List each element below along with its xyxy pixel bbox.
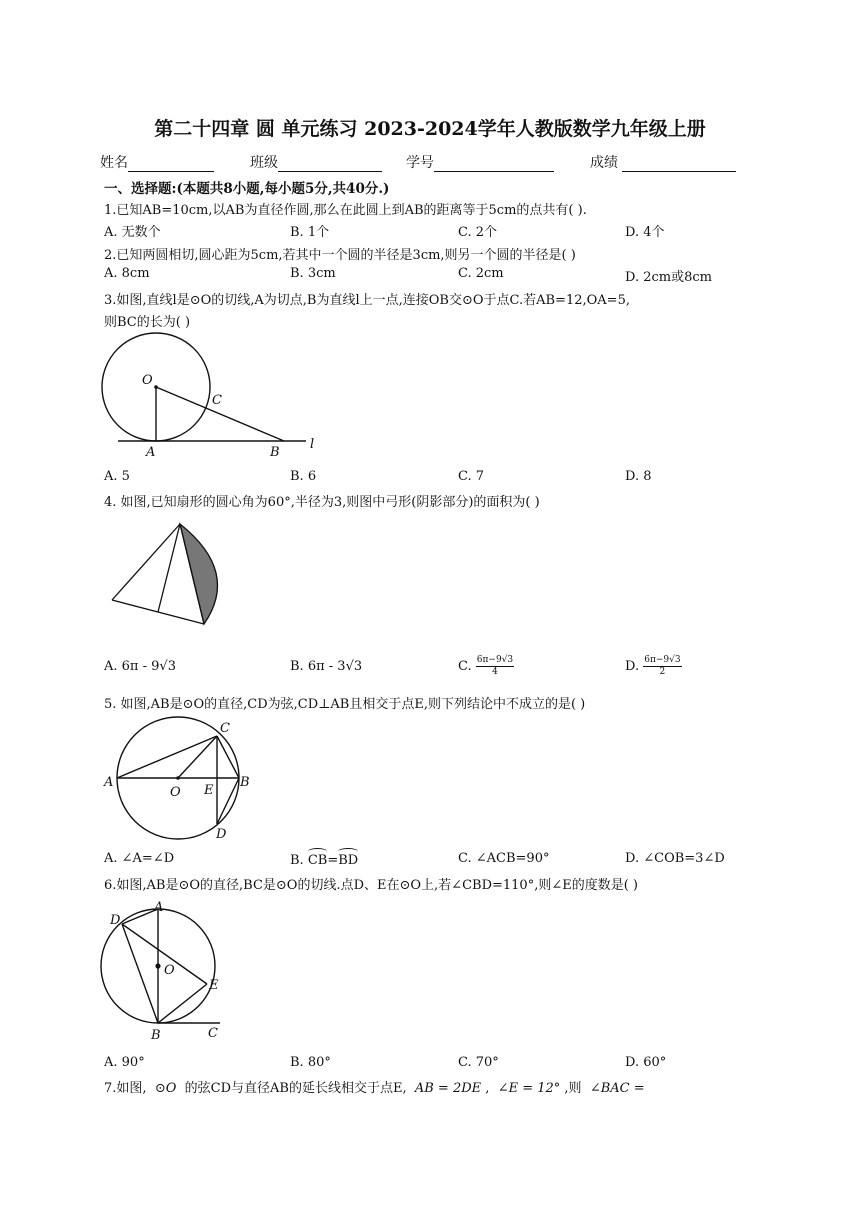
page-title: 第二十四章 圆 单元练习 2023-2024学年人教版数学九年级上册 bbox=[154, 118, 706, 140]
q1-option-d[interactable]: D. 4个 bbox=[625, 225, 665, 240]
q4-option-d[interactable] bbox=[625, 655, 682, 678]
q5-figure bbox=[100, 716, 260, 846]
q6-center-dot bbox=[155, 963, 160, 968]
q3-label-l: l bbox=[310, 437, 315, 452]
number-blank[interactable] bbox=[434, 157, 554, 172]
q4-text: 4. 如图,已知扇形的圆心角为60°,半径为3,则图中弓形(阴影部分)的面积为( ) bbox=[104, 495, 540, 510]
q3-option-c[interactable]: C. 7 bbox=[458, 469, 485, 484]
q6-text: 6.如图,AB是⊙O的直径,BC是⊙O的切线.点D、E在⊙O上,若∠CBD=110°,则∠E的度数是( ) bbox=[104, 878, 638, 893]
q5-option-b-arc-cb: CB bbox=[307, 853, 328, 868]
q5-text: 5. 如图,AB是⊙O的直径,CD为弦,CD⊥AB且相交于点E,则下列结论中不成立的是( ) bbox=[104, 697, 586, 712]
q2-option-d[interactable]: D. 2cm或8cm bbox=[625, 270, 712, 285]
q6-label-c: C bbox=[208, 1026, 218, 1041]
q5-option-d[interactable]: D. ∠COB=3∠D bbox=[625, 851, 725, 866]
q3-center-dot bbox=[154, 385, 158, 389]
q4-option-d-label: D. bbox=[625, 659, 640, 674]
q4-option-a-sqrt: √3 bbox=[159, 659, 176, 674]
q3-label-a: A bbox=[146, 445, 156, 460]
q6-label-o: O bbox=[164, 963, 175, 978]
q6-label-a: A bbox=[154, 900, 164, 915]
q2-text: 2.已知两圆相切,圆心距为5cm,若其中一个圆的半径是3cm,则另一个圆的半径是( ) bbox=[104, 248, 576, 263]
q3-label-b: B bbox=[270, 445, 280, 460]
q4-option-a-text: A. 6π - 9 bbox=[104, 659, 160, 674]
number-label: 学号 bbox=[406, 155, 434, 171]
q4-option-c-label: C. bbox=[458, 659, 472, 674]
q3-label-c: C bbox=[212, 393, 222, 408]
score-label: 成绩 bbox=[590, 155, 618, 171]
q4-option-b-sqrt: √3 bbox=[345, 659, 363, 674]
q3-label-o: O bbox=[142, 373, 153, 388]
q4-option-b[interactable] bbox=[290, 659, 362, 674]
q4-option-b-text: B. 6π - 3 bbox=[290, 659, 346, 674]
q4-figure bbox=[110, 520, 230, 630]
q2-option-a[interactable]: A. 8cm bbox=[104, 266, 150, 281]
q5-segment-bd bbox=[217, 778, 239, 824]
q7-eq-ab: AB = 2DE bbox=[414, 1081, 482, 1096]
q4-option-c-fraction bbox=[476, 655, 514, 678]
q5-label-o: O bbox=[170, 785, 181, 800]
q1-option-b[interactable]: B. 1个 bbox=[290, 225, 330, 240]
q4-option-d-denominator: 2 bbox=[659, 667, 666, 677]
q5-label-c: C bbox=[220, 721, 230, 736]
info-score bbox=[590, 152, 736, 172]
q3-text-line1: 3.如图,直线l是⊙O的切线,A为切点,B为直线l上一点,连接OB交⊙O于点C.若AB=12,OA=5, bbox=[104, 293, 630, 308]
name-blank[interactable] bbox=[128, 157, 214, 172]
q7-pre: 7.如图, bbox=[104, 1081, 147, 1096]
info-number bbox=[406, 152, 554, 172]
info-class bbox=[250, 152, 382, 172]
q5-option-c[interactable]: C. ∠ACB=90° bbox=[458, 851, 550, 866]
name-label: 姓名 bbox=[100, 155, 128, 171]
class-blank[interactable] bbox=[278, 157, 382, 172]
q5-center-dot bbox=[176, 776, 180, 780]
q4-option-c-denominator: 4 bbox=[492, 667, 498, 677]
q3-figure bbox=[96, 328, 336, 463]
q6-label-e: E bbox=[209, 978, 219, 993]
q4-radius-left bbox=[112, 524, 180, 600]
q5-label-e: E bbox=[204, 783, 214, 798]
q7-sep: , bbox=[485, 1081, 490, 1096]
q3-option-d[interactable]: D. 8 bbox=[625, 469, 652, 484]
q5-segment-oc bbox=[178, 736, 217, 778]
q5-option-b[interactable] bbox=[290, 851, 358, 868]
q4-option-d-fraction bbox=[643, 655, 681, 678]
q5-label-a: A bbox=[104, 775, 114, 790]
info-name bbox=[100, 152, 214, 172]
q7-text bbox=[104, 1077, 645, 1096]
q4-option-c[interactable] bbox=[458, 655, 514, 678]
q5-option-a[interactable]: A. ∠A=∠D bbox=[104, 851, 175, 866]
q5-option-b-equals: = bbox=[327, 853, 339, 868]
q3-option-a[interactable]: A. 5 bbox=[104, 469, 130, 484]
q3-option-b[interactable]: B. 6 bbox=[290, 469, 317, 484]
q4-option-c-numerator: 6π−9√3 bbox=[476, 655, 514, 665]
q7-eq-bac: ∠BAC = bbox=[589, 1081, 645, 1096]
q6-option-d[interactable]: D. 60° bbox=[625, 1055, 667, 1070]
q3-text-line2: 则BC的长为( ) bbox=[104, 315, 191, 330]
q7-mid: 的弦CD与直径AB的延长线相交于点E, bbox=[184, 1081, 407, 1096]
q7-circle-o: ⊙O bbox=[154, 1081, 177, 1096]
q6-option-c[interactable]: C. 70° bbox=[458, 1055, 499, 1070]
q5-option-b-arc-bd: BD bbox=[338, 853, 359, 868]
q6-option-a[interactable]: A. 90° bbox=[104, 1055, 145, 1070]
q6-figure bbox=[98, 898, 238, 1043]
q5-option-b-label: B. bbox=[290, 853, 304, 868]
q5-label-d: D bbox=[216, 827, 227, 842]
q6-label-d: D bbox=[110, 913, 121, 928]
q7-eq-angle-e: ∠E = 12° bbox=[497, 1081, 561, 1096]
class-label: 班级 bbox=[250, 155, 278, 171]
q5-segment-ac bbox=[117, 736, 217, 778]
q7-post: ,则 bbox=[564, 1081, 582, 1096]
q5-label-b: B bbox=[240, 775, 250, 790]
section-heading: 一、选择题:(本题共8小题,每小题5分,共40分.) bbox=[104, 181, 390, 197]
q4-option-a[interactable] bbox=[104, 659, 176, 674]
q6-label-b: B bbox=[151, 1028, 161, 1043]
q1-text: 1.已知AB=10cm,以AB为直径作圆,那么在此圆上到AB的距离等于5cm的点共有( ). bbox=[104, 203, 587, 218]
q1-option-c[interactable]: C. 2个 bbox=[458, 225, 498, 240]
q2-option-c[interactable]: C. 2cm bbox=[458, 266, 504, 281]
q6-segment-db bbox=[122, 924, 158, 1023]
score-blank[interactable] bbox=[622, 157, 736, 172]
q4-shaded-segment bbox=[180, 524, 218, 624]
q6-option-b[interactable]: B. 80° bbox=[290, 1055, 331, 1070]
q2-option-b[interactable]: B. 3cm bbox=[290, 266, 336, 281]
q1-option-a[interactable]: A. 无数个 bbox=[104, 225, 161, 240]
q4-option-d-numerator: 6π−9√3 bbox=[644, 655, 681, 665]
